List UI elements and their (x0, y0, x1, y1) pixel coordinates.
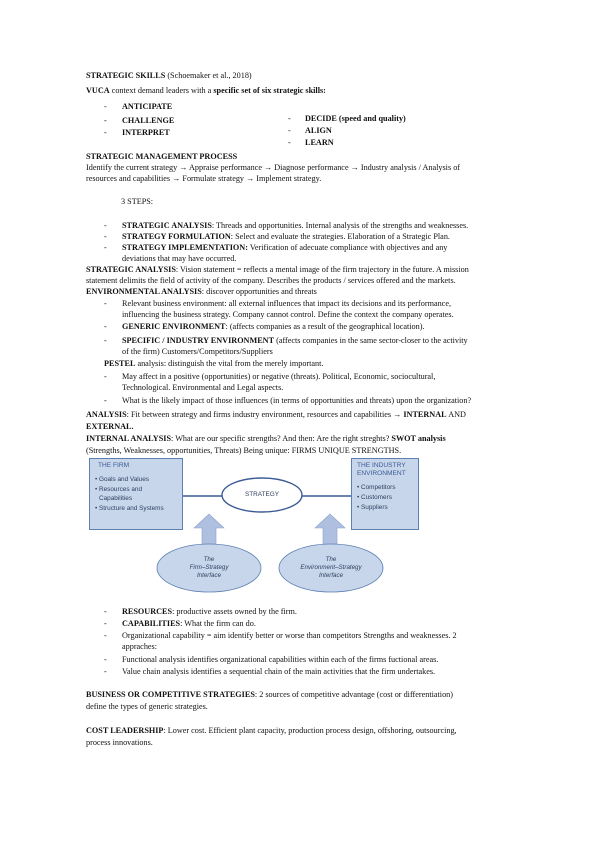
business-line (86, 690, 516, 700)
fit-external: EXTERNAL. (86, 422, 134, 431)
industry-item: • Customers (357, 494, 392, 501)
vuca-text: context demand leaders with a (111, 86, 212, 95)
industry-item: • Competitors (357, 484, 396, 491)
dash: - (104, 221, 107, 230)
firm-item: Capabilities (99, 495, 133, 502)
environmental-term: ENVIRONMENTAL ANALYSIS (86, 287, 202, 296)
skill-item: CHALLENGE (122, 116, 175, 125)
fit-line (86, 410, 516, 420)
pestel-term: PESTEL (104, 359, 136, 368)
skill-item: LEARN (305, 138, 334, 147)
cost-text: : Lower cost. Efficient plant capacity, production process design, offshoring, outsourcing, (163, 726, 457, 735)
dash: - (104, 336, 107, 345)
resource-item (122, 619, 256, 629)
vuca-word: VUCA (86, 86, 110, 95)
industry-box (351, 458, 419, 530)
dash: - (104, 396, 107, 405)
business-term: BUSINESS OR COMPETITIVE STRATEGIES (86, 690, 255, 699)
env-text: (affects companies in the same sector-closer to the activity (274, 336, 468, 345)
industry-title: ENVIRONMENT (357, 470, 406, 477)
environmental-line (86, 287, 516, 297)
pestel-item: What is the likely impact of those influences (in terms of opportunities and threats) upon the organization? (122, 396, 472, 405)
env-item-cont: of the firm) Customers/Competitors/Suppliers (122, 347, 273, 356)
strategy-label: STRATEGY (245, 491, 279, 498)
internal-line: (Strengths, Weaknesses, opportunities, Threats) Being unique: FIRMS UNIQUE STRENGTHS. (86, 446, 402, 455)
process-title: STRATEGIC MANAGEMENT PROCESS (86, 152, 238, 161)
dash: - (104, 607, 107, 616)
dash: - (288, 126, 291, 135)
skill-item: INTERPRET (122, 128, 170, 137)
env-term: GENERIC ENVIRONMENT (122, 322, 226, 331)
resource-item-cont: appraches: (122, 642, 158, 651)
env-term: SPECIFIC / INDUSTRY ENVIRONMENT (122, 336, 275, 345)
step-term: STRATEGIC ANALYSIS (122, 221, 212, 230)
env-item (122, 336, 468, 346)
internal-text: : What are our specific strengths? And then: Are the right streghts? (171, 434, 390, 443)
environmental-text: : discover opportunities and threats (201, 287, 317, 296)
steps-label: 3 STEPS: (121, 197, 154, 206)
ellipse-line: Interface (196, 572, 222, 579)
pestel-item-cont: Technological. Environmental and Legal aspects. (122, 383, 284, 392)
industry-item: • Suppliers (357, 504, 388, 511)
firm-title: THE FIRM (98, 462, 130, 469)
env-item: Relevant business environment: all external influences that impact its decisions and its performance, (122, 299, 451, 308)
dash: - (104, 631, 107, 640)
ellipse-line: Interface (318, 572, 344, 579)
skill-item: ALIGN (305, 126, 332, 135)
firm-box (89, 458, 183, 530)
dash: - (104, 667, 107, 676)
ellipse-line: Environment–Strategy (300, 564, 362, 571)
dash: - (288, 114, 291, 123)
dash: - (104, 299, 107, 308)
cost-line (86, 726, 516, 736)
process-line: Identify the current strategy → Appraise performance → Diagnose performance → Industry analysis / Analysis of (86, 163, 461, 172)
analysis-text: : Vision statement = reflects a mental image of the firm trajectory in the future. A mission (175, 265, 469, 274)
step-term: STRATEGY IMPLEMENTATION: (122, 243, 248, 252)
resource-item: Functional analysis identifies organizational capabilities within each of the firms fuctional areas. (122, 655, 439, 664)
skills-title: STRATEGIC SKILLS (86, 71, 166, 80)
resource-item: Organizational capability = aim identify better or worse than competitors Strengths and weaknesses. 2 (122, 631, 457, 640)
dash: - (104, 128, 107, 137)
internal-term: INTERNAL ANALYSIS (86, 434, 172, 443)
skills-heading (86, 71, 516, 81)
step-item (122, 232, 450, 242)
step-item (122, 243, 447, 253)
dash: - (104, 243, 107, 252)
skills-citation: (Schoemaker et al., 2018) (167, 71, 252, 80)
dash: - (104, 655, 107, 664)
step-text: : Select and evaluate the strategies. Elaboration of a Strategic Plan. (230, 232, 450, 241)
fit-text: : Fit between strategy and firms industry environment, resources and capabilities → (126, 410, 402, 419)
fit-internal: INTERNAL (403, 410, 447, 419)
environment-strategy-label (286, 556, 376, 580)
vuca-line (86, 86, 516, 96)
vuca-bold: specific set of six strategic skills: (213, 86, 326, 95)
resource-term: RESOURCES (122, 607, 173, 616)
pestel-item: May affect in a positive (opportunities) or negative (threats). Political, Economic, sociocultural, (122, 372, 436, 381)
env-item (122, 322, 425, 332)
analysis-line: statement delimits the field of activity of the company. Describes the products / services offered and the markets. (86, 276, 456, 285)
industry-title: THE INDUSTRY (357, 462, 406, 469)
step-cont: deviations that may have occurred. (122, 254, 237, 263)
resource-text: : What the firm can do. (180, 619, 256, 628)
resource-item: Value chain analysis identifies a sequential chain of the main activities that the firm undertakes. (122, 667, 436, 676)
env-item-cont: influencing the business strategy. Company cannot control. Define the context the company operates. (122, 310, 454, 319)
cost-term: COST LEADERSHIP (86, 726, 164, 735)
ellipse-line: Firm–Strategy (189, 564, 229, 571)
pestel-line (104, 359, 323, 369)
dash: - (104, 372, 107, 381)
firm-item: • Resources and (95, 486, 142, 493)
strategy-diagram (89, 458, 419, 594)
ellipse-line: The (325, 556, 337, 563)
firm-item: • Goals and Values (95, 476, 149, 483)
business-text: : 2 sources of competitive advantage (cost or differentiation) (254, 690, 453, 699)
env-text: : (affects companies as a result of the geographical location). (225, 322, 425, 331)
analysis-line (86, 265, 516, 275)
fit-and: AND (446, 410, 466, 419)
step-text: Verification of adecuate compliance with objectives and any (247, 243, 448, 252)
dash: - (104, 116, 107, 125)
dash: - (104, 619, 107, 628)
resource-term: CAPABILITIES (122, 619, 181, 628)
step-term: STRATEGY FORMULATION (122, 232, 231, 241)
swot-term: SWOT analysis (391, 434, 446, 443)
resource-item (122, 607, 297, 617)
resource-text: : productive assets owned by the firm. (172, 607, 297, 616)
fit-term: ANALYSIS (86, 410, 127, 419)
dash: - (104, 232, 107, 241)
process-line: resources and capabilities → Formulate strategy → Implement strategy. (86, 174, 322, 183)
dash: - (104, 102, 107, 111)
firm-item: • Structure and Systems (95, 505, 164, 512)
analysis-term: STRATEGIC ANALYSIS (86, 265, 176, 274)
skill-item: ANTICIPATE (122, 102, 173, 111)
business-line: define the types of generic strategies. (86, 702, 208, 711)
step-text: : Threads and opportunities. Internal analysis of the strengths and weaknesses. (211, 221, 469, 230)
step-item (122, 221, 468, 231)
firm-strategy-label (169, 556, 249, 580)
pestel-text: analysis: distinguish the vital from the merely important. (135, 359, 324, 368)
internal-line (86, 434, 516, 444)
ellipse-line: The (203, 556, 215, 563)
dash: - (104, 322, 107, 331)
dash: - (288, 138, 291, 147)
cost-line: process innovations. (86, 738, 153, 747)
skill-item: DECIDE (speed and quality) (305, 114, 406, 123)
